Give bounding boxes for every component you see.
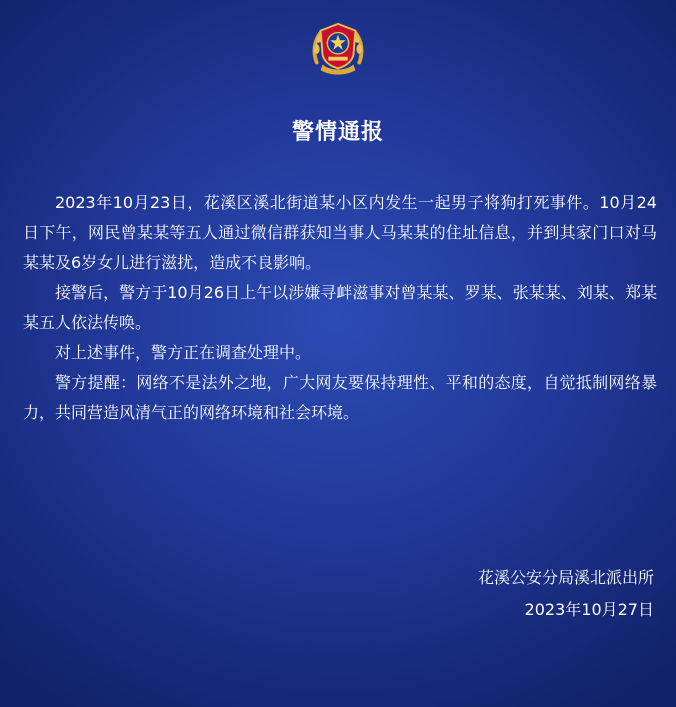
police-emblem-icon [309,20,367,78]
issue-date: 2023年10月27日 [524,600,654,619]
paragraph: 对上述事件，警方正在调查处理中。 [55,343,312,362]
signature-block [478,562,654,626]
paragraph: 2023年10月23日，花溪区溪北街道某小区内发生一起男子将狗打死事件。10月24日下午，网民曾某某等五人通过微信群获知当事人马某某的住址信息，并到其家门口对马某某及6岁女儿进行滋扰，造成不良影响。 [23,193,657,272]
issuer-name: 花溪公安分局溪北派出所 [477,568,654,587]
page-title: 警情通报 [291,120,384,145]
notice-body [23,188,657,428]
paragraph: 警方提醒：网络不是法外之地，广大网友要保持理性、平和的态度，自觉抵制网络暴力，共同营造风清气正的网络环境和社会环境。 [23,373,657,422]
paragraph: 接警后，警方于10月26日上午以涉嫌寻衅滋事对曾某某、罗某、张某某、刘某、郑某某五人依法传唤。 [23,283,657,332]
